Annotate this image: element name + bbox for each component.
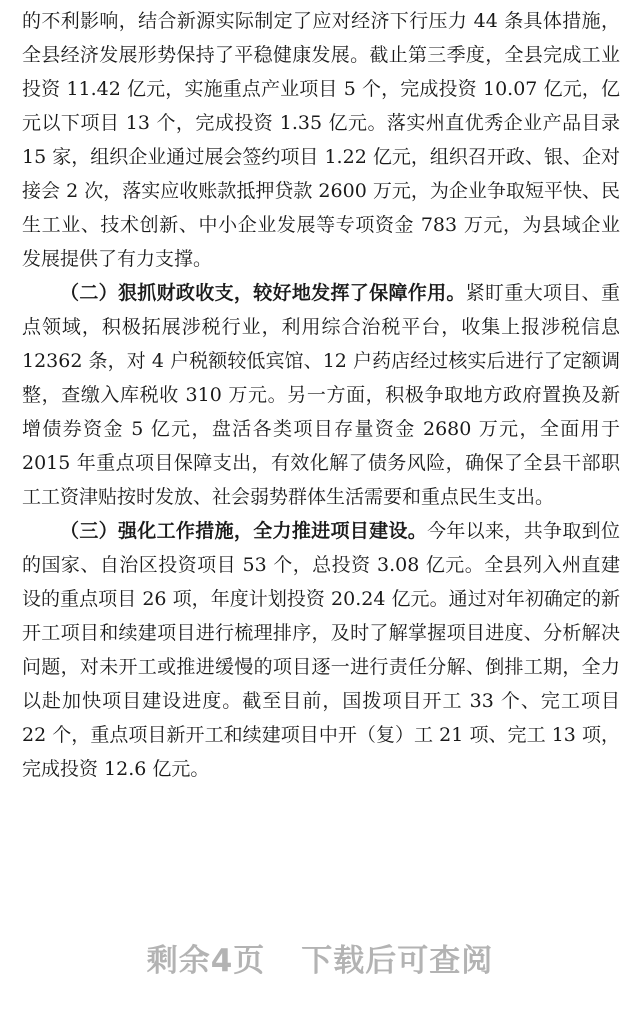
document-page (22, 4, 620, 786)
paragraph-3 (22, 514, 620, 786)
remaining-pages-notice[interactable] (0, 935, 640, 980)
paragraph-2 (22, 276, 620, 514)
download-hint-label: 下载后可查阅 (301, 943, 494, 979)
paragraph-1 (22, 4, 620, 276)
remaining-pages-label: 剩余4页 (146, 943, 266, 979)
paragraph-1-text: 的不利影响，结合新源实际制定了应对经济下行压力 44 条具体措施，全县经济发展形势保持了平稳健康发展。截止第三季度，全县完成工业投资 11.42 亿元，实施重点产业项目 5 个，完成投资 10.07 亿元，亿元以下项目 13 个，完成投资 1.35 亿元。落实州直优秀企业产品目录 15 家，组织企业通过展会签约项目 1.22 亿元，组织召开政、银、企对接会 2 次，落实应收账款抵押贷款 2600 万元，为企业争取短平快、民生工业、技术创新、中小企业发展等专项资金 783 万元，为县域企业发展提供了有力支撑。 (22, 10, 620, 270)
paragraph-2-text: 紧盯重大项目、重点领域，积极拓展涉税行业，利用综合治税平台，收集上报涉税信息 12362 条，对 4 户税额较低宾馆、12 户药店经过核实后进行了定额调整，查缴入库税收 310 万元。另一方面，积极争取地方政府置换及新增债券资金 5 亿元，盘活各类项目存量资金 2680 万元，全面用于 2015 年重点项目保障支出，有效化解了债务风险，确保了全县干部职工工资津贴按时发放、社会弱势群体生活需要和重点民生支出。 (22, 282, 620, 508)
section-heading-2: （二）狠抓财政收支，较好地发挥了保障作用。 (60, 282, 466, 304)
section-heading-3: （三）强化工作措施，全力推进项目建设。 (60, 520, 428, 542)
paragraph-3-text: 今年以来，共争取到位的国家、自治区投资项目 53 个，总投资 3.08 亿元。全县列入州直建设的重点项目 26 项，年度计划投资 20.24 亿元。通过对年初确定的新开工项目和续建项目进行梳理排序，及时了解掌握项目进度、分析解决问题，对未开工或推进缓慢的项目逐一进行责任分解、倒排工期，全力以赴加快项目建设进度。截至目前，国拨项目开工 33 个、完工项目 22 个，重点项目新开工和续建项目中开（复）工 21 项、完工 13 项，完成投资 12.6 亿元。 (22, 520, 620, 780)
